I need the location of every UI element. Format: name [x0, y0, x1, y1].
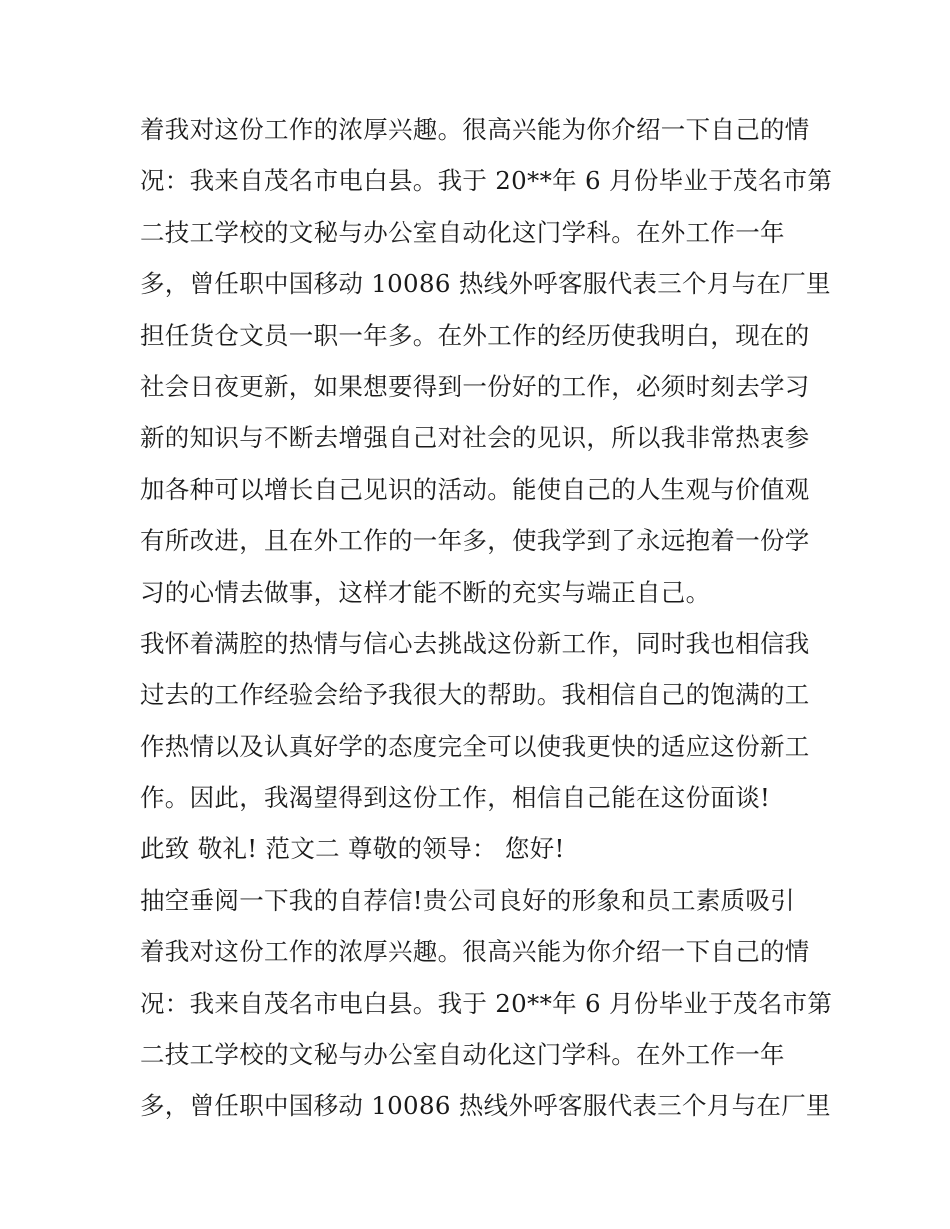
text-line: 况：我来自茂名市电白县。我于 20**年 6 月份毕业于茂名市第: [140, 166, 833, 196]
text-line: 新的知识与不断去增强自己对社会的见识，所以我非常热衷参: [140, 423, 810, 453]
text-line: 抽空垂阅一下我的自荐信!贵公司良好的形象和员工素质吸引: [140, 885, 795, 915]
text-line: 此致 敬礼! 范文二 尊敬的领导： 您好!: [140, 834, 565, 864]
text-line: 二技工学校的文秘与办公室自动化这门学科。在外工作一年: [140, 217, 785, 247]
text-line: 着我对这份工作的浓厚兴趣。很高兴能为你介绍一下自己的情: [140, 937, 810, 967]
text-line: 二技工学校的文秘与办公室自动化这门学科。在外工作一年: [140, 1040, 785, 1070]
text-line: 多，曾任职中国移动 10086 热线外呼客服代表三个月与在厂里: [140, 1091, 831, 1121]
text-line: 过去的工作经验会给予我很大的帮助。我相信自己的饱满的工: [140, 680, 810, 710]
text-line: 社会日夜更新，如果想要得到一份好的工作，必须时刻去学习: [140, 371, 810, 401]
text-line: 况：我来自茂名市电白县。我于 20**年 6 月份毕业于茂名市第: [140, 988, 833, 1018]
text-line: 多，曾任职中国移动 10086 热线外呼客服代表三个月与在厂里: [140, 269, 831, 299]
text-line: 加各种可以增长自己见识的活动。能使自己的人生观与价值观: [140, 474, 810, 504]
text-line: 作热情以及认真好学的态度完全可以使我更快的适应这份新工: [140, 731, 810, 761]
text-line: 作。因此，我渴望得到这份工作，相信自己能在这份面谈!: [140, 783, 771, 813]
text-line: 有所改进，且在外工作的一年多，使我学到了永远抱着一份学: [140, 526, 810, 556]
text-line: 习的心情去做事，这样才能不断的充实与端正自己。: [140, 577, 711, 607]
document-body: [140, 104, 833, 1132]
text-line: 担任货仓文员一职一年多。在外工作的经历使我明白，现在的: [140, 320, 810, 350]
text-line: 着我对这份工作的浓厚兴趣。很高兴能为你介绍一下自己的情: [140, 115, 810, 144]
text-line: 我怀着满腔的热情与信心去挑战这份新工作，同时我也相信我: [140, 628, 810, 658]
